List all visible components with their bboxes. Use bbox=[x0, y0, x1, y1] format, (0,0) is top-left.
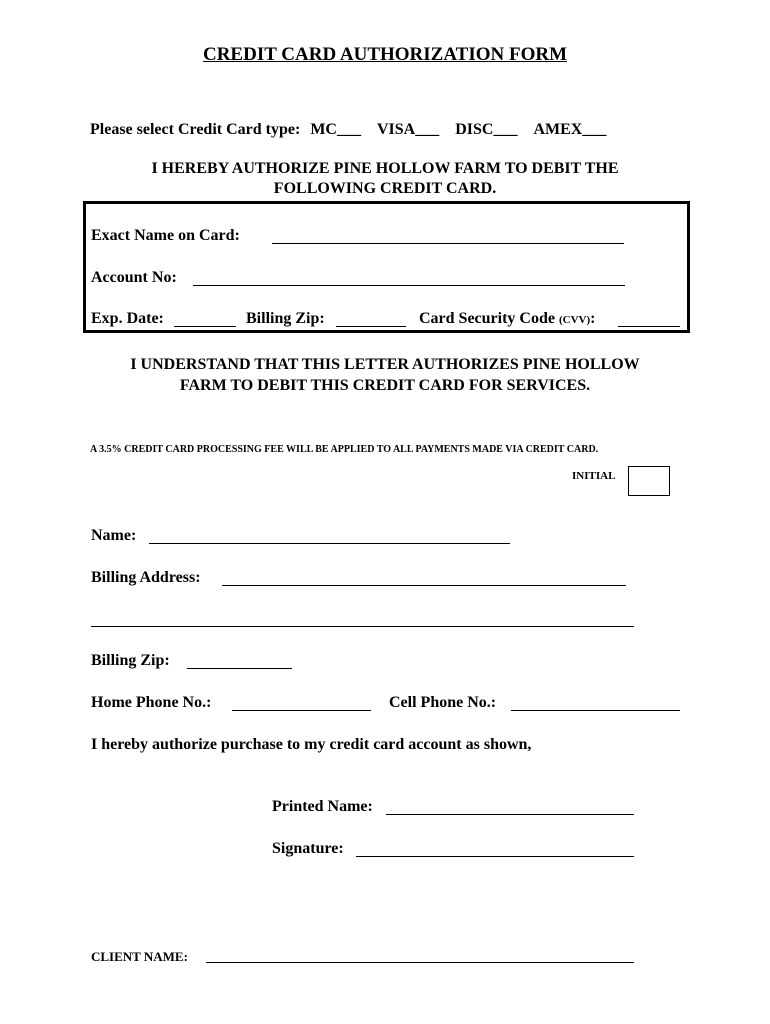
form-title: CREDIT CARD AUTHORIZATION FORM bbox=[202, 44, 568, 65]
authorize-heading-line1: I HEREBY AUTHORIZE PINE HOLLOW FARM TO DEBIT THE bbox=[151, 160, 619, 177]
card-type-visa[interactable]: VISA___ bbox=[376, 121, 440, 138]
cvv-field[interactable] bbox=[618, 326, 680, 327]
card-type-disc[interactable]: DISC___ bbox=[455, 121, 518, 138]
cvv-abbrev: (CVV) bbox=[558, 314, 591, 326]
billing-address-field-line2[interactable] bbox=[91, 626, 634, 627]
initial-box[interactable] bbox=[628, 466, 670, 496]
authorization-statement: I hereby authorize purchase to my credit card account as shown, bbox=[91, 736, 532, 753]
cell-phone-label: Cell Phone No.: bbox=[389, 694, 497, 711]
printed-name-label: Printed Name: bbox=[272, 798, 373, 815]
signature-field[interactable] bbox=[356, 856, 634, 857]
billing-zip-label: Billing Zip: bbox=[91, 652, 170, 669]
card-details-box bbox=[83, 201, 690, 333]
cvv-label-text: Card Security Code bbox=[419, 310, 555, 327]
name-label: Name: bbox=[91, 527, 137, 544]
authorize-heading-line2: FOLLOWING CREDIT CARD. bbox=[273, 180, 497, 197]
understand-heading-line2: FARM TO DEBIT THIS CREDIT CARD FOR SERVICES. bbox=[179, 377, 591, 394]
card-type-row bbox=[90, 121, 606, 139]
card-type-mc[interactable]: MC___ bbox=[310, 121, 361, 138]
exp-date-label: Exp. Date: bbox=[91, 310, 164, 327]
understand-heading-line1: I UNDERSTAND THAT THIS LETTER AUTHORIZES PINE HOLLOW bbox=[130, 356, 640, 373]
billing-address-label: Billing Address: bbox=[91, 569, 201, 586]
cvv-colon: : bbox=[590, 310, 596, 327]
home-phone-field[interactable] bbox=[232, 710, 371, 711]
exp-date-field[interactable] bbox=[174, 326, 236, 327]
billing-address-field[interactable] bbox=[222, 585, 626, 586]
home-phone-label: Home Phone No.: bbox=[91, 694, 212, 711]
printed-name-field[interactable] bbox=[386, 814, 634, 815]
cell-phone-field[interactable] bbox=[511, 710, 680, 711]
card-type-amex[interactable]: AMEX___ bbox=[533, 121, 607, 138]
cvv-label bbox=[419, 310, 595, 328]
client-name-label: CLIENT NAME: bbox=[91, 949, 188, 964]
card-type-label: Please select Credit Card type: bbox=[90, 121, 301, 138]
exact-name-field[interactable] bbox=[272, 243, 624, 244]
fee-notice: A 3.5% CREDIT CARD PROCESSING FEE WILL BE APPLIED TO ALL PAYMENTS MADE VIA CREDIT CARD. bbox=[90, 444, 599, 455]
initial-label: INITIAL bbox=[572, 470, 616, 482]
client-name-field[interactable] bbox=[206, 962, 634, 963]
signature-label: Signature: bbox=[272, 840, 344, 857]
name-field[interactable] bbox=[149, 543, 510, 544]
card-billing-zip-field[interactable] bbox=[336, 326, 406, 327]
billing-zip-field[interactable] bbox=[187, 668, 292, 669]
account-no-field[interactable] bbox=[193, 285, 625, 286]
card-billing-zip-label: Billing Zip: bbox=[246, 310, 325, 327]
exact-name-label: Exact Name on Card: bbox=[91, 227, 240, 244]
account-no-label: Account No: bbox=[91, 269, 177, 286]
